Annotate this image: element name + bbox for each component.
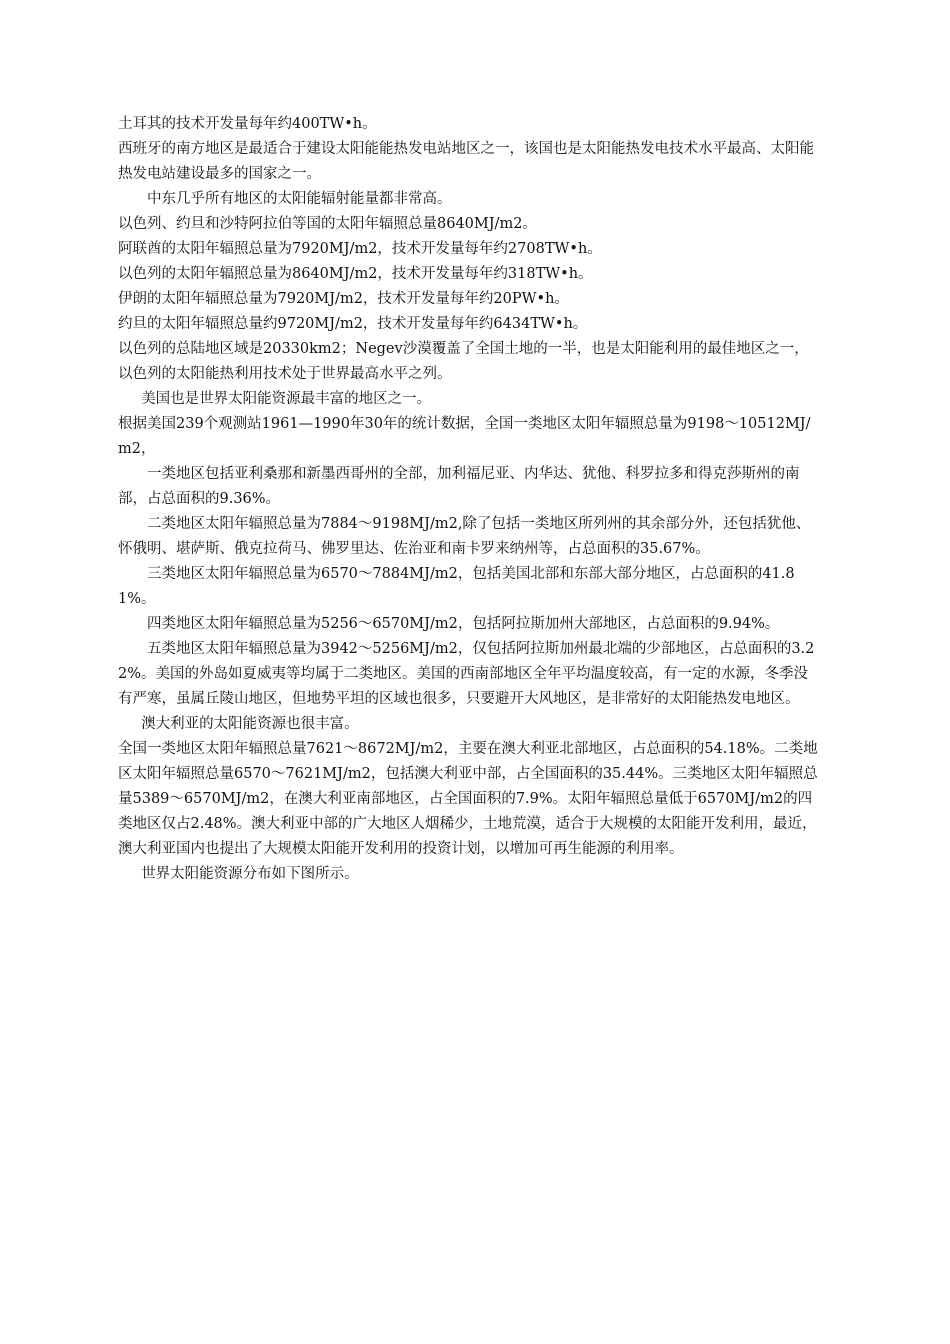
paragraph-spain: 西班牙的南方地区是最适合于建设太阳能能热发电站地区之一，该国也是太阳能热发电技术水平最高、太阳能热发电站建设最多的国家之一。 <box>118 141 814 182</box>
paragraph-figure-reference: 世界太阳能资源分布如下图所示。 <box>141 866 359 882</box>
paragraph-uae: 阿联酋的太阳年辐照总量为7920MJ/m2，技术开发量每年约2708TW•h。 <box>118 241 602 257</box>
paragraph-usa-class-4: 四类地区太阳年辐照总量为5256～6570MJ/m2，包括阿拉斯加州大部地区，占总面积的9.94%。 <box>147 616 780 632</box>
paragraph-middle-east-intro: 中东几乎所有地区的太阳能辐射能量都非常高。 <box>147 191 452 207</box>
paragraph-australia-intro: 澳大利亚的太阳能资源也很丰富。 <box>141 716 359 732</box>
paragraph-usa-stats: 根据美国239个观测站1961—1990年30年的统计数据，全国一类地区太阳年辐照总量为9198～10512MJ/m2， <box>118 416 811 457</box>
paragraph-usa-class-1: 一类地区包括亚利桑那和新墨西哥州的全部，加利福尼亚、内华达、犹他、科罗拉多和得克莎斯州的南部，占总面积的9.36%。 <box>118 466 800 507</box>
paragraph-iran: 伊朗的太阳年辐照总量为7920MJ/m2，技术开发量每年约20PW•h。 <box>118 291 569 307</box>
paragraph-israel: 以色列的太阳年辐照总量为8640MJ/m2，技术开发量每年约318TW•h。 <box>118 266 593 282</box>
document-body <box>118 112 818 887</box>
paragraph-usa-intro: 美国也是世界太阳能资源最丰富的地区之一。 <box>141 391 432 407</box>
paragraph-usa-class-5: 五类地区太阳年辐照总量为3942～5256MJ/m2，仅包括阿拉斯加州最北端的少部地区，占总面积的3.22%。美国的外岛如夏威夷等均属于二类地区。美国的西南部地区全年平均温度较高，有一定的水源，冬季没有严寒，虽属丘陵山地区，但地势平坦的区域也很多，只要避开大风地区，是非常好的太阳能热发电地区。 <box>118 641 815 707</box>
paragraph-usa-class-3: 三类地区太阳年辐照总量为6570～7884MJ/m2，包括美国北部和东部大部分地区，占总面积的41.81%。 <box>118 566 795 607</box>
paragraph-turkey: 土耳其的技术开发量每年约400TW•h。 <box>118 116 377 132</box>
paragraph-australia-stats: 全国一类地区太阳年辐照总量7621～8672MJ/m2，主要在澳大利亚北部地区，占总面积的54.18%。二类地区太阳年辐照总量6570～7621MJ/m2，包括澳大利亚中部，占全国面积的35.44%。三类地区太阳年辐照总量5389～6570MJ/m2，在澳大利亚南部地区，占全国面积的7.9%。太阳年辐照总量低于6570MJ/m2的四类地区仅占2.48%。澳大利亚中部的广大地区人烟稀少，土地荒漠，适合于大规模的太阳能开发利用，最近，澳大利亚国内也提出了大规模太阳能开发利用的投资计划，以增加可再生能源的利用率。 <box>118 741 818 857</box>
paragraph-usa-class-2: 二类地区太阳年辐照总量为7884～9198MJ/m2,除了包括一类地区所列州的其余部分外，还包括犹他、怀俄明、堪萨斯、俄克拉荷马、佛罗里达、佐治亚和南卡罗来纳州等，占总面积的35.67%。 <box>118 516 811 557</box>
paragraph-israel-jordan-saudi: 以色列、约旦和沙特阿拉伯等国的太阳年辐照总量8640MJ/m2。 <box>118 216 537 232</box>
paragraph-israel-land: 以色列的总陆地区域是20330km2；Negev沙漠覆盖了全国土地的一半，也是太阳能利用的最佳地区之一，以色列的太阳能热利用技术处于世界最高水平之列。 <box>118 341 809 382</box>
paragraph-jordan: 约旦的太阳年辐照总量约9720MJ/m2，技术开发量每年约6434TW•h。 <box>118 316 588 332</box>
